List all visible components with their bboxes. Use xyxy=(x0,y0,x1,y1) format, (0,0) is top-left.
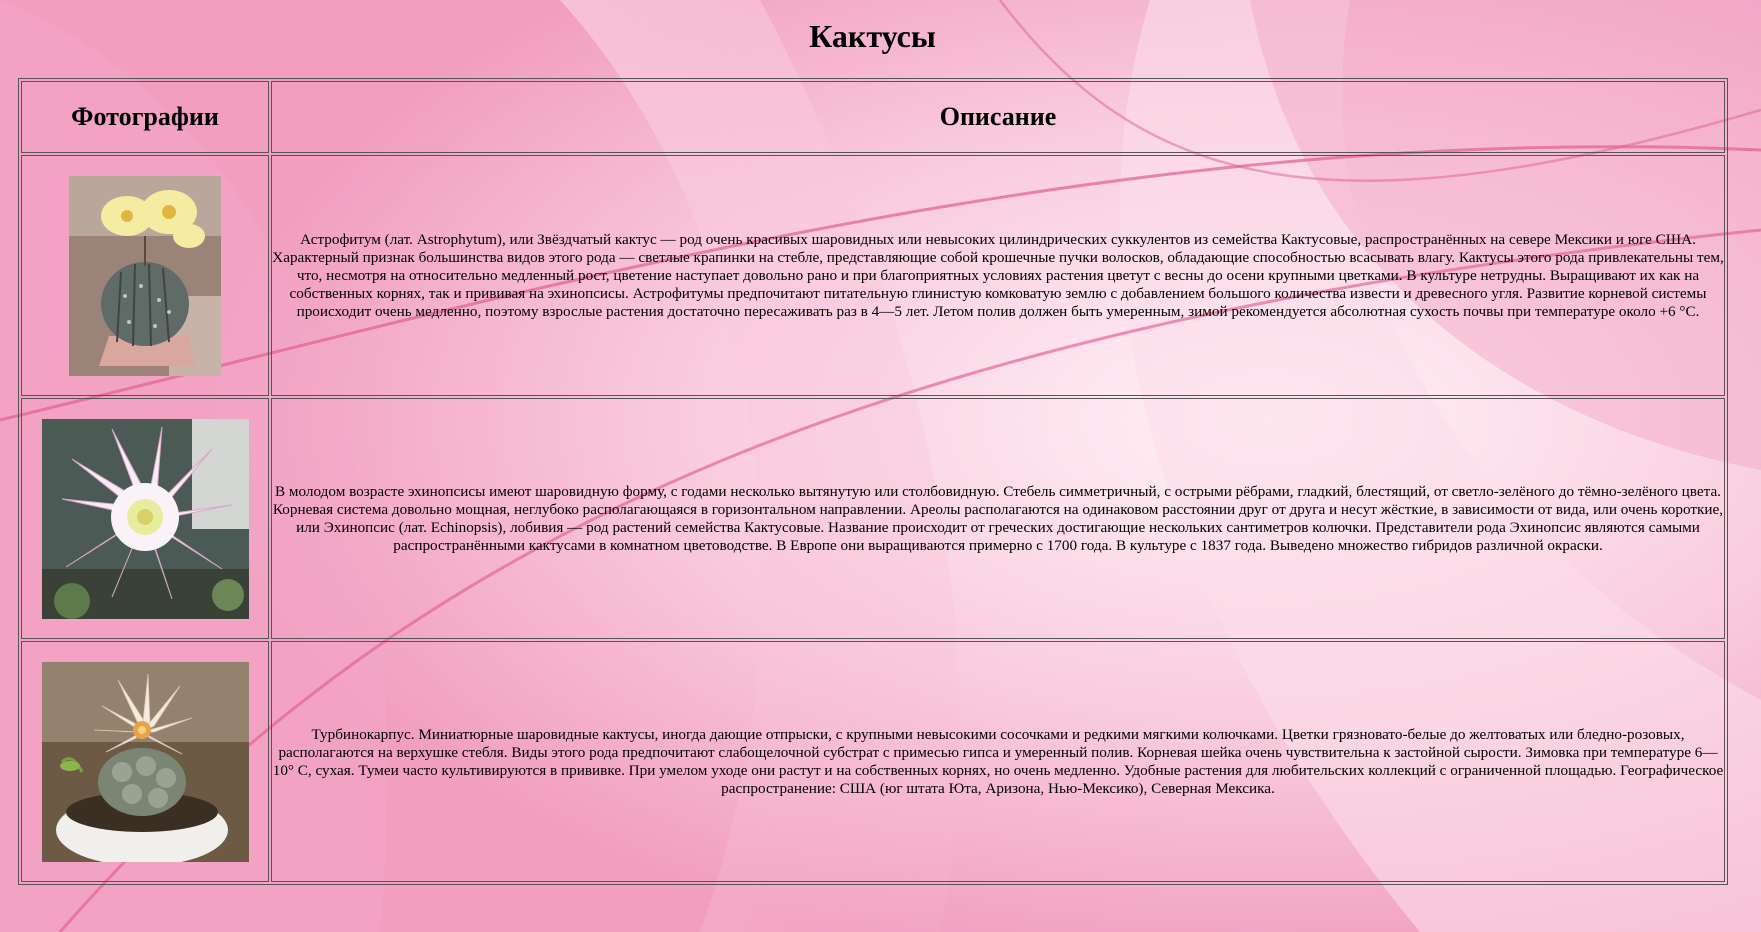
description-cell: Астрофитум (лат. Astrophytum), или Звёздчатый кактус — род очень красивых шаровидных или невысоких цилиндрических суккулентов из семейства Кактусовые, распространённых на севере Мексики и юге США. Характерный признак большинства видов этого рода — светлые крапинки на стебле, представляющие собой крошечные пучки волосков, обладающие способностью всасывать влагу. Кактусы этого рода привлекательны тем, что, несмотря на относительно медленный рост, цветение наступает довольно рано и при благоприятных условиях растения цветут с весны до осени крупными цветками. В культуре нетрудны. Выращивают их как на собственных корнях, так и прививая на эхинопсисы. Астрофитумы предпочитают питательную глинистую комковатую землю с добавлением большого количества извести и древесного угля. Развитие корневой системы происходит очень медленно, поэтому взрослые растения достаточно пересаживать раз в 4—5 лет. Летом полив должен быть умеренным, зимой рекомендуется абсолютная сухость почвы при температуре около +6 °С. xyxy=(271,155,1725,396)
description-cell: Турбинокарпус. Миниатюрные шаровидные кактусы, иногда дающие отпрыски, с крупными невысокими сосочками и редкими мягкими колючками. Цветки грязновато-белые до желтоватых или бледно-розовых, располагаются на верхушке стебля. Виды этого рода предпочитают слабощелочной субстрат с примесью гипса и умеренный полив. Корневая шейка очень чувствительна к застойной сырости. Зимовка при температуре 6—10° С, сухая. Тумеи часто культивируются в прививке. При умелом уходе они растут и на собственных корнях, но очень медленно. Удобные растения для любительских коллекций с ограниченной площадью. Географическое распространение: США (юг штата Юта, Аризона, Нью-Мексико), Северная Мексика. xyxy=(271,641,1725,882)
table-row xyxy=(21,641,1725,882)
header-photos: Фотографии xyxy=(21,81,269,153)
photo-cell xyxy=(21,398,269,639)
header-description: Описание xyxy=(271,81,1725,153)
table-row xyxy=(21,398,1725,639)
echinopsis-flower-photo xyxy=(42,419,249,619)
table-row xyxy=(21,155,1725,396)
astrophytum-cactus-photo xyxy=(69,176,221,376)
cactus-table xyxy=(18,78,1728,885)
page-title: Кактусы xyxy=(809,18,936,54)
photo-cell xyxy=(21,641,269,882)
description-cell: В молодом возрасте эхинопсисы имеют шаровидную форму, с годами несколько вытянутую или столбовидную. Стебель симметричный, с острыми рёбрами, гладкий, блестящий, от светло-зелёного до тёмно-зелёного цвета. Корневая система довольно мощная, неглубоко располагающаяся в горизонтальном направлении. Ареолы располагаются на одинаковом расстоянии друг от друга и несут жёсткие, в зависимости от вида, или очень короткие, или Эхинопсис (лат. Echinopsis), лобивия — род растений семейства Кактусовые. Название происходит от греческих достигающие нескольких сантиметров колючки. Представители рода Эхинопсис являются самыми распространёнными кактусами в комнатном цветоводстве. В Европе они выращиваются примерно с 1700 года. В культуре с 1837 года. Выведено множество гибридов различной окраски. xyxy=(271,398,1725,639)
turbinicarpus-cactus-photo xyxy=(42,662,249,862)
table-header-row xyxy=(21,81,1725,153)
photo-cell xyxy=(21,155,269,396)
